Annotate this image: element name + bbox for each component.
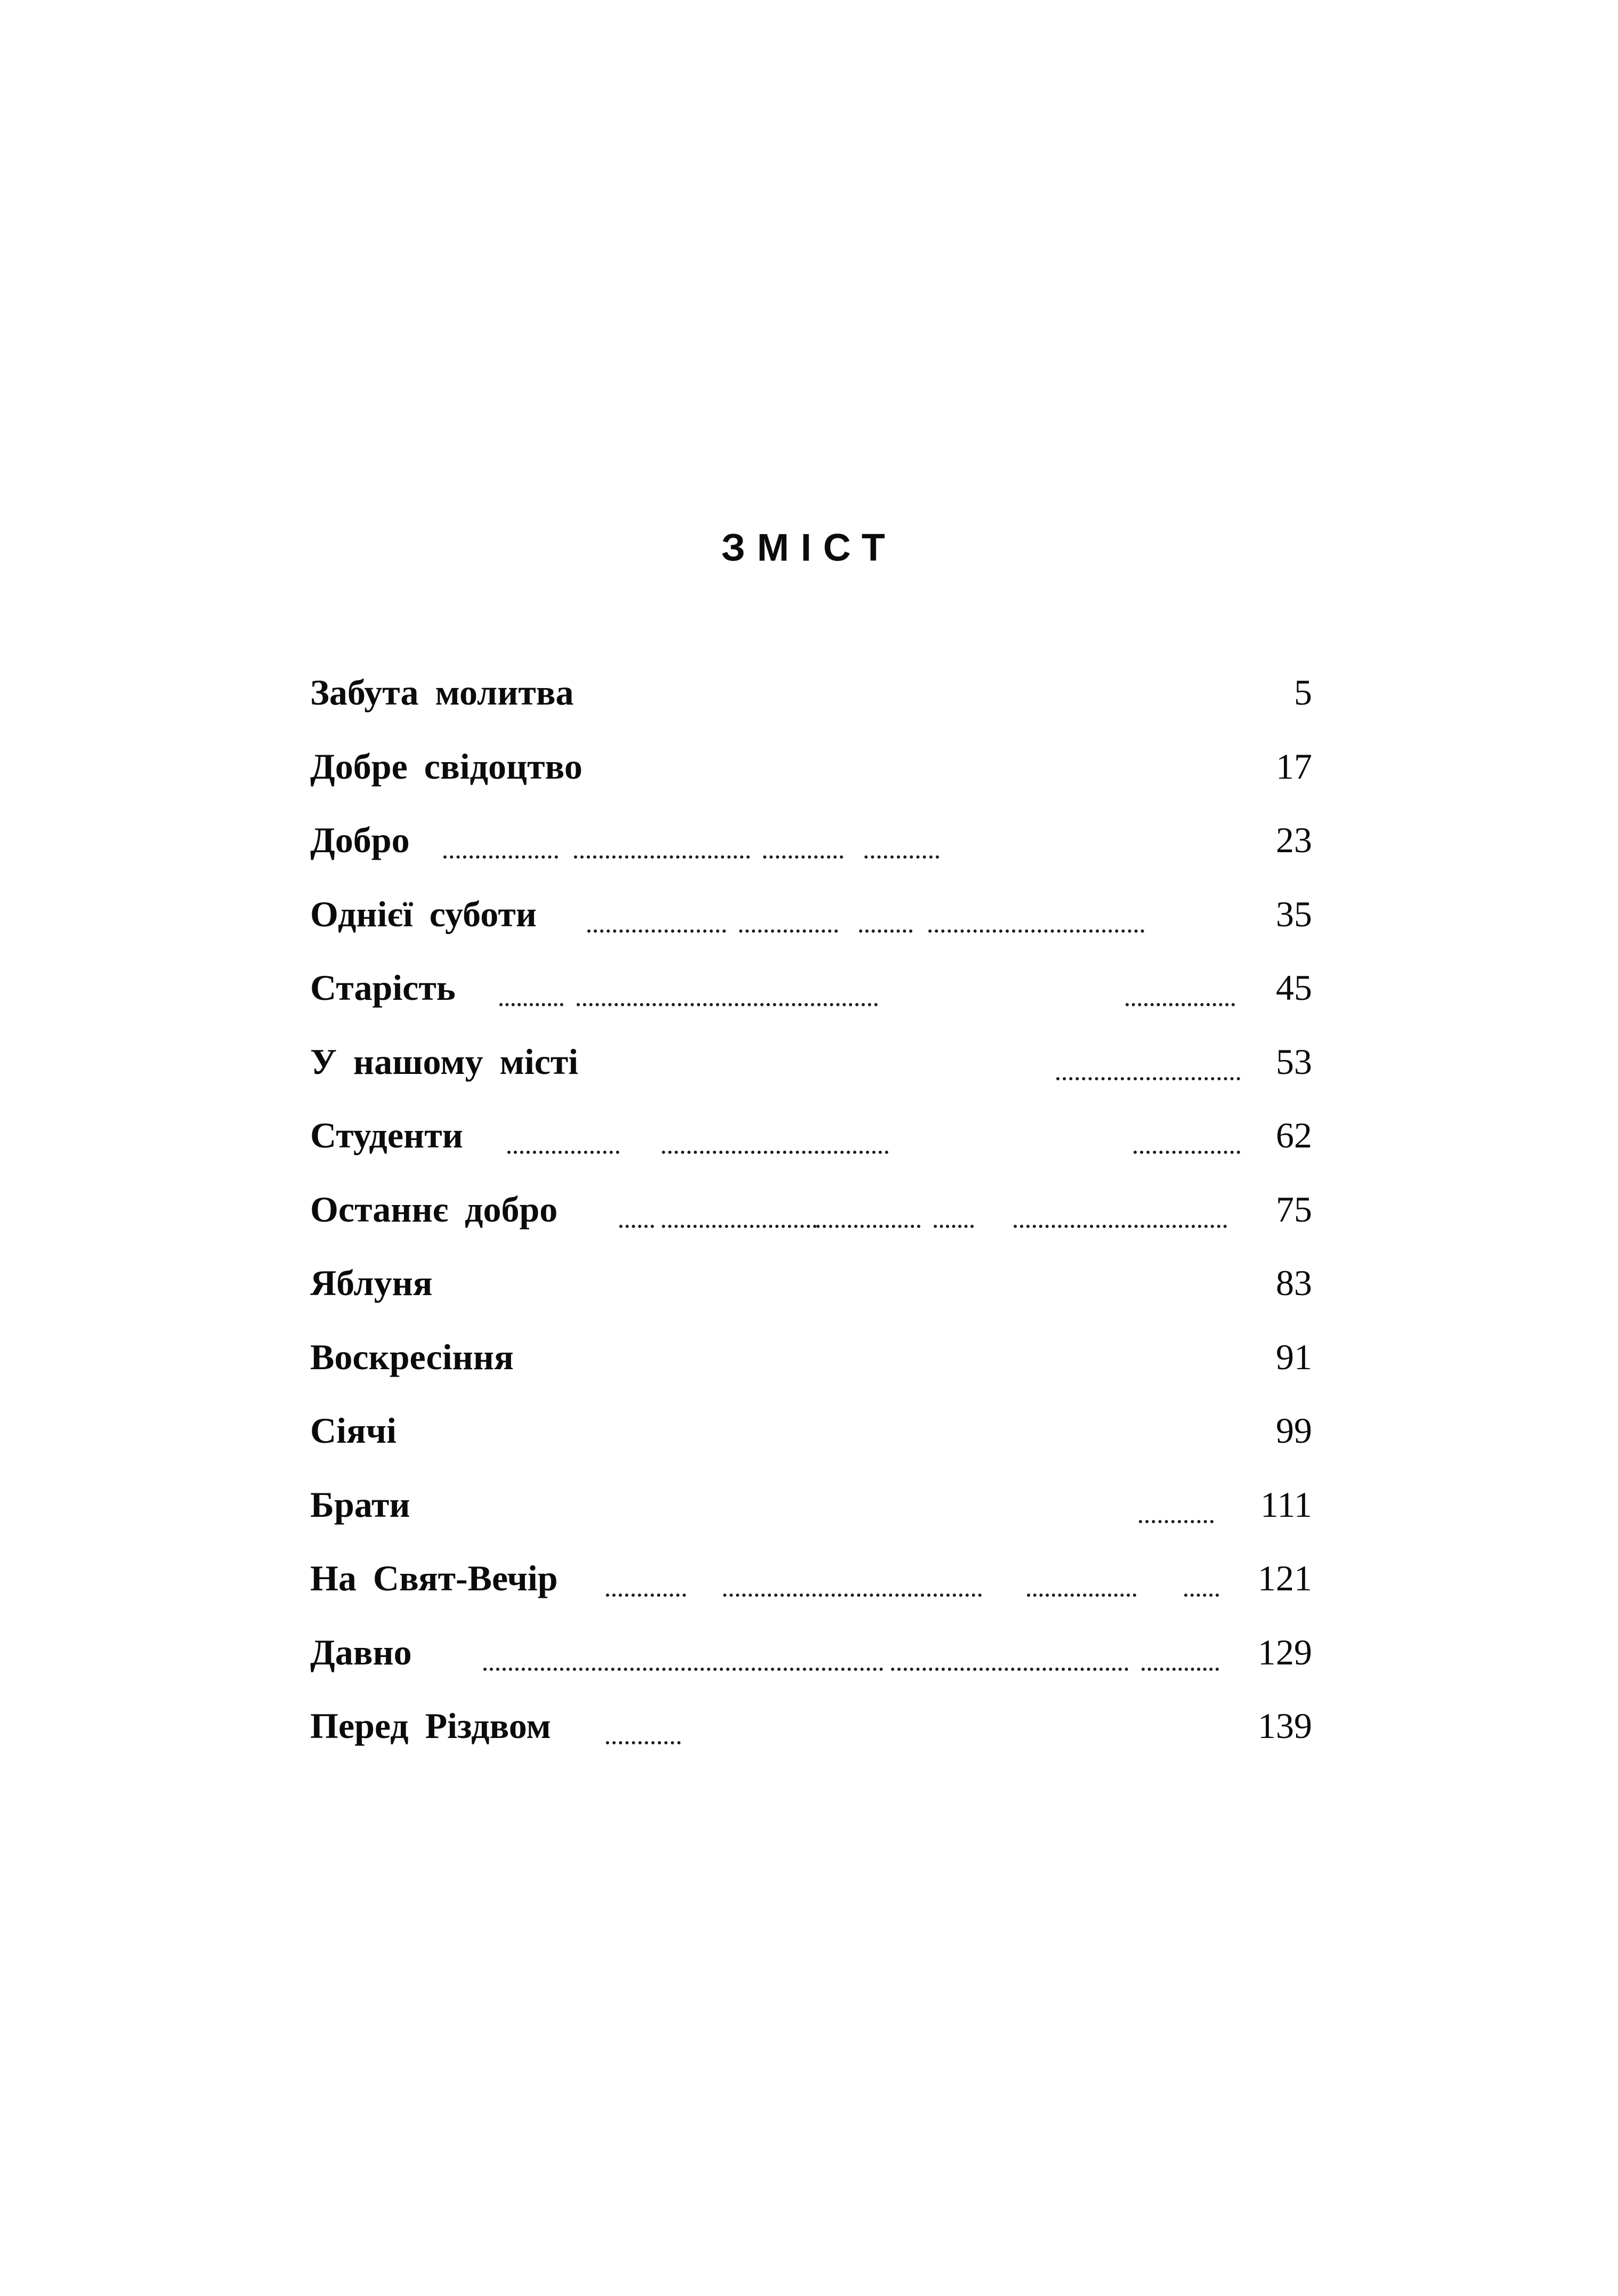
- toc-entry: [310, 1263, 1312, 1337]
- toc-entry-title: Забута молитва: [310, 672, 574, 713]
- dot-leader: [606, 1594, 686, 1597]
- toc-entry-page: 23: [1276, 820, 1312, 860]
- toc-entry-page: 17: [1276, 746, 1312, 787]
- dot-leader: [1027, 1594, 1136, 1597]
- dot-leader: [606, 1741, 681, 1744]
- toc-entry: [310, 968, 1312, 1042]
- toc-entry: [310, 747, 1312, 821]
- toc-entry-page: 129: [1258, 1631, 1312, 1672]
- dot-leader: [723, 1594, 982, 1597]
- toc-entry: [310, 1115, 1312, 1190]
- toc-entry-title: Студенти: [310, 1115, 463, 1155]
- dot-leader: [587, 929, 726, 933]
- dot-leader: [891, 1668, 1128, 1671]
- toc-entry-title: Старість: [310, 967, 456, 1008]
- toc-entry-page: 121: [1258, 1558, 1312, 1598]
- toc-entry: [310, 1706, 1312, 1780]
- dot-leader: [662, 1151, 888, 1154]
- toc-entry: [310, 1632, 1312, 1707]
- dot-leader: [443, 855, 558, 859]
- dot-leader: [1134, 1151, 1240, 1154]
- toc-entry: [310, 1411, 1312, 1485]
- toc-entry: [310, 1190, 1312, 1264]
- dot-leader: [763, 855, 843, 859]
- toc-entry-page: 111: [1260, 1484, 1312, 1525]
- toc-entry-title: Перед Різдвом: [310, 1705, 551, 1746]
- toc-entry-title: Однієї суботи: [310, 893, 537, 934]
- dot-leader: [1014, 1225, 1227, 1228]
- table-of-contents: [310, 673, 1312, 1780]
- toc-entry-page: 5: [1294, 672, 1312, 713]
- dot-leader: [739, 929, 838, 933]
- dot-leader: [859, 929, 912, 933]
- toc-entry-page: 45: [1276, 967, 1312, 1008]
- toc-entry: [310, 1558, 1312, 1632]
- dot-leader: [1142, 1668, 1219, 1671]
- toc-entry-page: 99: [1276, 1410, 1312, 1451]
- dot-leader: [619, 1225, 654, 1228]
- dot-leader: [934, 1225, 974, 1228]
- dot-leader: [499, 1003, 563, 1006]
- toc-entry: [310, 1485, 1312, 1559]
- dot-leader: [864, 855, 939, 859]
- toc-entry-title: Добре свідоцтво: [310, 746, 583, 787]
- dot-leader: [577, 1003, 878, 1006]
- toc-entry-page: 83: [1276, 1263, 1312, 1303]
- toc-entry: [310, 820, 1312, 894]
- dot-leader: [662, 1225, 816, 1228]
- toc-entry-title: Добро: [310, 820, 410, 860]
- toc-entry-title: На Свят-Вечір: [310, 1558, 558, 1598]
- toc-entry-page: 35: [1276, 893, 1312, 934]
- toc-entry-page: 91: [1276, 1336, 1312, 1377]
- toc-entry-title: Воскресіння: [310, 1336, 514, 1377]
- toc-entry-title: Сіячі: [310, 1410, 397, 1451]
- dot-leader: [816, 1225, 920, 1228]
- toc-entry-title: Брати: [310, 1484, 410, 1525]
- toc-entry-title: Останнє добро: [310, 1189, 558, 1230]
- dot-leader: [507, 1151, 619, 1154]
- dot-leader: [1184, 1594, 1219, 1597]
- dot-leader: [1126, 1003, 1235, 1006]
- toc-entry-title: У нашому місті: [310, 1041, 579, 1082]
- dot-leader: [574, 855, 750, 859]
- dot-leader: [1139, 1520, 1214, 1523]
- toc-entry: [310, 894, 1312, 968]
- toc-entry-page: 53: [1276, 1041, 1312, 1082]
- toc-entry-title: Давно: [310, 1631, 412, 1672]
- toc-entry: [310, 1337, 1312, 1411]
- page-title: ЗМІСТ: [721, 527, 897, 569]
- toc-entry: [310, 1042, 1312, 1116]
- dot-leader: [483, 1668, 883, 1671]
- toc-entry-page: 62: [1276, 1115, 1312, 1155]
- dot-leader: [928, 929, 1144, 933]
- toc-entry-page: 139: [1258, 1705, 1312, 1746]
- toc-entry: [310, 673, 1312, 747]
- toc-entry-page: 75: [1276, 1189, 1312, 1230]
- toc-entry-title: Яблуня: [310, 1263, 433, 1303]
- dot-leader: [1056, 1077, 1240, 1080]
